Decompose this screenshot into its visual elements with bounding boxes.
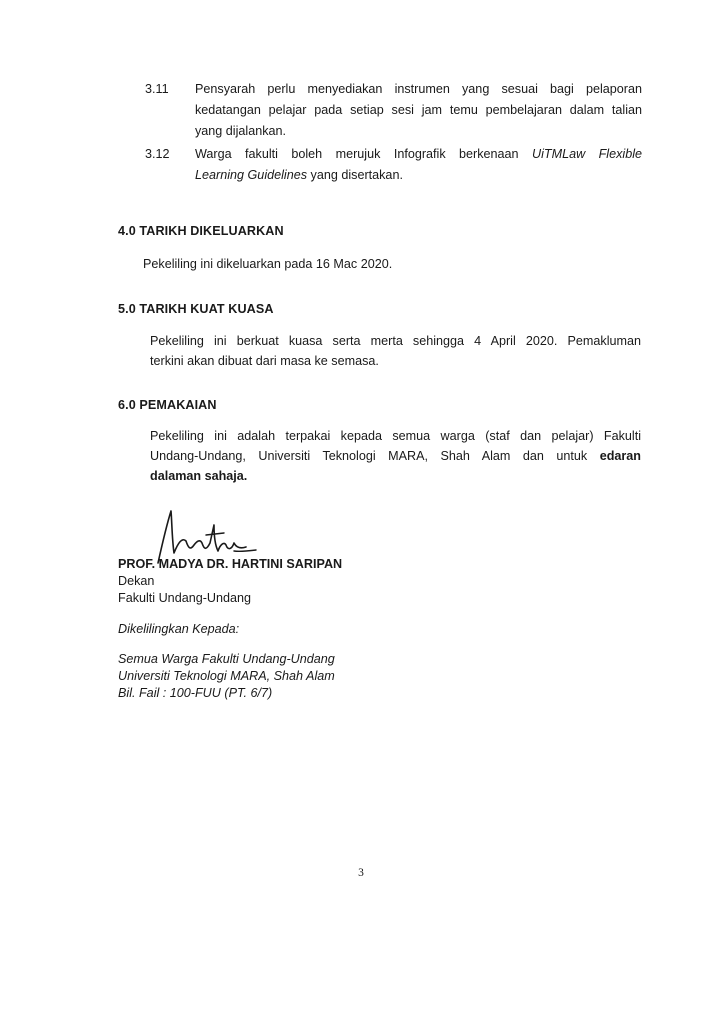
guideline-title: Learning Guidelines: [195, 168, 308, 182]
signatory-name: PROF. MADYA DR. HARTINI SARIPAN: [118, 557, 343, 571]
clause-text-segment: yang disertakan.: [310, 168, 403, 182]
section-4-heading: 4.0 TARIKH DIKELUARKAN: [118, 224, 284, 238]
signatory-faculty: Fakulti Undang-Undang: [118, 591, 252, 605]
paragraph-line: Pekeliling ini berkuat kuasa serta merta sehingga 4 April 2020. Pemakluman: [150, 334, 641, 348]
distribution-recipient: Semua Warga Fakulti Undang-Undang: [118, 652, 335, 666]
paragraph-segment: Undang-Undang, Universiti Teknologi MARA, Shah Alam dan untuk: [150, 449, 588, 463]
section-6-text: [150, 426, 641, 486]
section-6-heading: 6.0 PEMAKAIAN: [118, 398, 217, 412]
distribution-block: [118, 651, 335, 702]
emphasis-text: edaran: [599, 449, 642, 463]
clause-3-11: [145, 79, 642, 142]
paragraph-line: Pekeliling ini dikeluarkan pada 16 Mac 2020.: [143, 257, 393, 271]
page-number: 3: [358, 867, 364, 879]
clause-number: 3.11: [145, 82, 169, 96]
clause-text: [195, 79, 642, 142]
paragraph-line: Pekeliling ini adalah terpakai kepada semua warga (staf dan pelajar) Fakulti: [150, 429, 641, 443]
clause-3-12: [145, 144, 642, 186]
paragraph-line: [150, 446, 641, 466]
file-reference: Bil. Fail : 100-FUU (PT. 6/7): [118, 686, 273, 700]
clause-line: Pensyarah perlu menyediakan instrumen yang sesuai bagi pelaporan: [195, 82, 642, 96]
guideline-title: UiTMLaw Flexible: [532, 147, 643, 161]
clause-line: [195, 144, 642, 165]
signatory-title: Dekan: [118, 574, 155, 588]
clause-line: [195, 165, 642, 186]
clause-line: yang dijalankan.: [195, 124, 287, 138]
clause-line: kedatangan pelajar pada setiap sesi jam temu pembelajaran dalam talian: [195, 103, 642, 117]
emphasis-text: dalaman sahaja.: [150, 469, 248, 483]
signatory-block: [118, 556, 342, 607]
clause-number: 3.12: [145, 147, 170, 161]
paragraph-line: terkini akan dibuat dari masa ke semasa.: [150, 354, 379, 368]
section-4-text: [143, 254, 634, 274]
distribution-recipient: Universiti Teknologi MARA, Shah Alam: [118, 669, 335, 683]
clause-text-segment: Warga fakulti boleh merujuk Infografik berkenaan: [195, 147, 519, 161]
clause-text: [195, 144, 642, 186]
distribution-label: Dikelilingkan Kepada:: [118, 622, 240, 636]
section-5-heading: 5.0 TARIKH KUAT KUASA: [118, 302, 274, 316]
section-5-text: [150, 331, 641, 371]
